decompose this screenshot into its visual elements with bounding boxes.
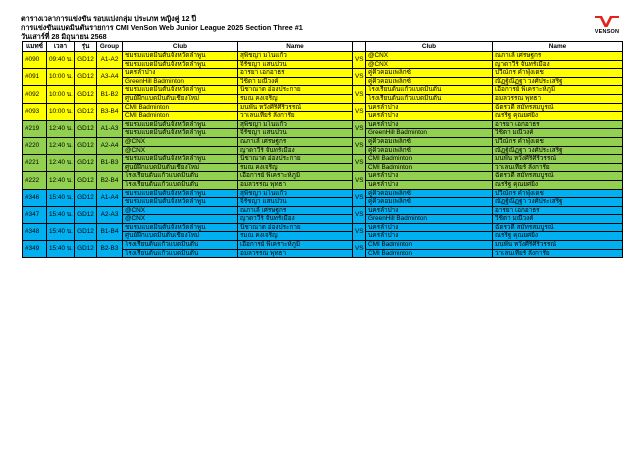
- match-time: 09:40 น.: [47, 52, 75, 69]
- group-label: B1-B4: [97, 223, 123, 240]
- left-club: ชมรมแบดมินตันจังหวัดลำพูน: [123, 189, 238, 198]
- right-player-name: อารยา เอกอาธร: [493, 120, 623, 129]
- right-club: CMI Badminton: [366, 163, 493, 172]
- left-club: @CNX: [123, 215, 238, 224]
- match-number: #221: [23, 155, 47, 172]
- match-time: 12:40 น.: [47, 155, 75, 172]
- match-time: 15:40 น.: [47, 223, 75, 240]
- header-title: ตารางเวลาการแข่งขัน รอบแบ่งกลุ่ม ประเภท หญิงคู่ 12 ปี: [21, 14, 197, 23]
- match-row: [23, 241, 623, 250]
- match-time: 15:40 น.: [47, 206, 75, 223]
- group-label: A1-A4: [97, 189, 123, 206]
- match-row: [23, 137, 623, 146]
- venson-logo-text: VENSON: [594, 29, 620, 35]
- right-club: GreenHill Badminton: [366, 129, 493, 138]
- right-club: นครลำปาง: [366, 180, 493, 189]
- right-club: คู่คิวคอมเพล็กซ์: [366, 198, 493, 207]
- left-club: โรงเรียนต้นแก้วแบดมินตัน: [123, 249, 238, 258]
- col-header-match: แมทซ์: [23, 42, 47, 52]
- left-player-name: นิชาณาต อ่องประกาย: [238, 86, 353, 95]
- group-label: A1-A3: [97, 120, 123, 137]
- match-time: 10:00 น.: [47, 86, 75, 103]
- match-time: 15:40 น.: [47, 241, 75, 258]
- left-player-name: รมณ คงเจริญ: [238, 94, 353, 103]
- match-number: #093: [23, 103, 47, 120]
- age-category: GD12: [75, 241, 97, 258]
- vs-label: VS: [353, 120, 366, 137]
- left-club: GreenHill Badminton: [123, 77, 238, 86]
- col-header-name: Name: [493, 42, 623, 52]
- age-category: GD12: [75, 103, 97, 120]
- right-club: คู่คิวคอมเพล็กซ์: [366, 189, 493, 198]
- vs-label: VS: [353, 223, 366, 240]
- left-club: ชมรมแบดมินตันจังหวัดลำพูน: [123, 52, 238, 61]
- right-player-name: ปวีณ์กร คำฟุ่งเดช: [493, 69, 623, 78]
- right-club: นครลำปาง: [366, 206, 493, 215]
- match-row: [23, 69, 623, 78]
- left-club: ศูนย์ฝึกแบดมินตันเชียงใหม่: [123, 94, 238, 103]
- left-player-name: รมณ คงเจริญ: [238, 163, 353, 172]
- age-category: GD12: [75, 206, 97, 223]
- left-player-name: ณภาเล้ เศรษฐกร: [238, 206, 353, 215]
- vs-label: VS: [353, 189, 366, 206]
- right-player-name: มนพัน หวังศิริศิริวรรณ์: [493, 241, 623, 250]
- left-player-name: นิชาณาต อ่องประกาย: [238, 223, 353, 232]
- left-club: โรงเรียนต้นแก้วแบดมินตัน: [123, 180, 238, 189]
- right-player-name: ญาดาวีร์ จันทร์เมือง: [493, 60, 623, 69]
- left-club: @CNX: [123, 206, 238, 215]
- right-player-name: อารยา เอกอาธร: [493, 206, 623, 215]
- match-number: #348: [23, 223, 47, 240]
- group-label: A2-A4: [97, 137, 123, 154]
- match-number: #346: [23, 189, 47, 206]
- age-category: GD12: [75, 223, 97, 240]
- left-player-name: จิรัชญา แสนปวน: [238, 129, 353, 138]
- left-club: ชมรมแบดมินตันจังหวัดลำพูน: [123, 223, 238, 232]
- col-header-club: Club: [123, 42, 238, 52]
- right-player-name: วิชิตา มณีวงค์: [493, 215, 623, 224]
- left-player-name: รมณ คงเจริญ: [238, 232, 353, 241]
- right-player-name: ณัฏฐ์ณิฏฐา วงศ์ประเสริฐ: [493, 77, 623, 86]
- vs-label: VS: [353, 52, 366, 69]
- match-row: [23, 103, 623, 112]
- left-club: ศูนย์ฝึกแบดมินตันเชียงใหม่: [123, 163, 238, 172]
- match-row: [23, 172, 623, 181]
- left-club: ชมรมแบดมินตันจังหวัดลำพูน: [123, 60, 238, 69]
- match-row: [23, 52, 623, 61]
- left-player-name: ญาดาวีร์ จันทร์เมือง: [238, 146, 353, 155]
- right-club: @CNX: [366, 60, 493, 69]
- match-row: [23, 223, 623, 232]
- right-club: CMI Badminton: [366, 241, 493, 250]
- left-player-name: วาเลนเทียร์ ลังการัย: [238, 112, 353, 121]
- age-category: GD12: [75, 189, 97, 206]
- col-header-club: Club: [366, 42, 493, 52]
- left-player-name: อมลวรรณ พุทธา: [238, 249, 353, 258]
- right-player-name: ณัฏฐ์ณิฏฐา วงศ์ประเสริฐ: [493, 146, 623, 155]
- right-club: นครลำปาง: [366, 120, 493, 129]
- right-club: คู่คิวคอมเพล็กซ์: [366, 146, 493, 155]
- left-player-name: เอื้อการย์ พิเคราะห์ภูมิ: [238, 241, 353, 250]
- left-club: ชมรมแบดมินตันจังหวัดลำพูน: [123, 198, 238, 207]
- left-club: ชมรมแบดมินตันจังหวัดลำพูน: [123, 155, 238, 164]
- left-player-name: สุพิชญา มโนแก้ว: [238, 189, 353, 198]
- right-club: นครลำปาง: [366, 172, 493, 181]
- left-club: @CNX: [123, 146, 238, 155]
- right-player-name: ฉัตรวดี สมัทรสมบูรณ์: [493, 172, 623, 181]
- match-row: [23, 189, 623, 198]
- match-number: #090: [23, 52, 47, 69]
- group-label: A2-A3: [97, 206, 123, 223]
- right-player-name: เอื้อการย์ พิเคราะห์ภูมิ: [493, 86, 623, 95]
- right-club: คู่คิวคอมเพล็กซ์: [366, 137, 493, 146]
- match-time: 10:00 น.: [47, 69, 75, 86]
- header-subtitle: การแข่งขันแบดมินตันรายการ CMI VenSon Web Junior League 2025 Section Three #1: [21, 23, 303, 33]
- right-club: นครลำปาง: [366, 232, 493, 241]
- left-club: โรงเรียนต้นแก้วแบดมินตัน: [123, 241, 238, 250]
- group-label: A3-A4: [97, 69, 123, 86]
- right-player-name: วาเลนเทียร์ ลังการัย: [493, 163, 623, 172]
- right-player-name: ณรริฐ คุณยศยิ่ง: [493, 180, 623, 189]
- right-player-name: ณภาเล้ เศรษฐกร: [493, 52, 623, 61]
- right-player-name: ปวีณ์กร คำฟุ่งเดช: [493, 189, 623, 198]
- group-label: B1-B2: [97, 86, 123, 103]
- right-player-name: ณรริฐ คุณยศยิ่ง: [493, 112, 623, 121]
- left-club: ชมรมแบดมินตันจังหวัดลำพูน: [123, 120, 238, 129]
- col-header-time: เวลา: [47, 42, 75, 52]
- left-player-name: มนพัน หวังศิริศิริวรรณ์: [238, 103, 353, 112]
- col-header-age: รุ่น: [75, 42, 97, 52]
- right-player-name: ณัฏฐ์ณิฏฐา วงศ์ประเสริฐ: [493, 198, 623, 207]
- left-player-name: วิชิตา มณีวงค์: [238, 77, 353, 86]
- right-club: GreenHill Badminton: [366, 215, 493, 224]
- left-player-name: ณภาเล้ เศรษฐกร: [238, 137, 353, 146]
- venson-logo: [590, 14, 624, 35]
- right-club: นครลำปาง: [366, 223, 493, 232]
- group-label: B1-B3: [97, 155, 123, 172]
- right-player-name: ปวีณ์กร คำฟุ่งเดช: [493, 137, 623, 146]
- group-label: B2-B3: [97, 241, 123, 258]
- age-category: GD12: [75, 137, 97, 154]
- left-player-name: อมลวรรณ พุทธา: [238, 180, 353, 189]
- col-header-group: Group: [97, 42, 123, 52]
- right-player-name: อมลวรรณ พุทธา: [493, 94, 623, 103]
- left-club: โรงเรียนต้นแก้วแบดมินตัน: [123, 172, 238, 181]
- left-club: ชมรมแบดมินตันจังหวัดลำพูน: [123, 129, 238, 138]
- match-time: 15:40 น.: [47, 189, 75, 206]
- vs-label: VS: [353, 86, 366, 103]
- document-header: [21, 14, 303, 42]
- col-header-name: Name: [238, 42, 353, 52]
- venson-logo-mark: [595, 14, 619, 28]
- group-label: A1-A2: [97, 52, 123, 69]
- age-category: GD12: [75, 172, 97, 189]
- match-time: 12:40 น.: [47, 120, 75, 137]
- vs-label: VS: [353, 241, 366, 258]
- left-player-name: ญาดาวีร์ จันทร์เมือง: [238, 215, 353, 224]
- match-number: #091: [23, 69, 47, 86]
- age-category: GD12: [75, 69, 97, 86]
- table-header-row: [23, 42, 623, 52]
- right-player-name: มนพัน หวังศิริศิริวรรณ์: [493, 155, 623, 164]
- right-player-name: วาเลนเทียร์ ลังการัย: [493, 249, 623, 258]
- match-number: #347: [23, 206, 47, 223]
- right-club: @CNX: [366, 52, 493, 61]
- match-row: [23, 206, 623, 215]
- left-club: ชมรมแบดมินตันจังหวัดลำพูน: [123, 86, 238, 95]
- right-player-name: ฉัตรวดี สมัทรสมบูรณ์: [493, 103, 623, 112]
- match-number: #092: [23, 86, 47, 103]
- left-player-name: นิชาณาต อ่องประกาย: [238, 155, 353, 164]
- right-club: นครลำปาง: [366, 103, 493, 112]
- match-time: 10:00 น.: [47, 103, 75, 120]
- vs-label: VS: [353, 69, 366, 86]
- age-category: GD12: [75, 120, 97, 137]
- match-number: #222: [23, 172, 47, 189]
- vs-label: VS: [353, 103, 366, 120]
- vs-label: VS: [353, 155, 366, 172]
- match-number: #349: [23, 241, 47, 258]
- right-club: คู่คิวคอมเพล็กซ์: [366, 77, 493, 86]
- right-player-name: วิชิตา มณีวงค์: [493, 129, 623, 138]
- age-category: GD12: [75, 155, 97, 172]
- right-club: CMI Badminton: [366, 155, 493, 164]
- right-club: คู่คิวคอมเพล็กซ์: [366, 69, 493, 78]
- left-player-name: เอื้อการย์ พิเคราะห์ภูมิ: [238, 172, 353, 181]
- vs-label: VS: [353, 206, 366, 223]
- left-player-name: สุพิชญา มโนแก้ว: [238, 120, 353, 129]
- right-club: CMI Badminton: [366, 249, 493, 258]
- match-number: #220: [23, 137, 47, 154]
- header-date: วันเสาร์ที่ 28 มิถุนายน 2568: [21, 32, 107, 42]
- vs-label: VS: [353, 137, 366, 154]
- match-time: 12:40 น.: [47, 172, 75, 189]
- right-player-name: ณรริฐ คุณยศยิ่ง: [493, 232, 623, 241]
- group-label: B2-B4: [97, 172, 123, 189]
- right-club: นครลำปาง: [366, 112, 493, 121]
- age-category: GD12: [75, 52, 97, 69]
- match-number: #219: [23, 120, 47, 137]
- left-club: นครลำปาง: [123, 69, 238, 78]
- left-club: @CNX: [123, 137, 238, 146]
- left-player-name: จิรัชญา แสนปวน: [238, 198, 353, 207]
- right-club: โรงเรียนต้นแก้วแบดมินตัน: [366, 86, 493, 95]
- match-row: [23, 120, 623, 129]
- match-row: [23, 86, 623, 95]
- left-club: CMI Badminton: [123, 112, 238, 121]
- match-row: [23, 155, 623, 164]
- group-label: B3-B4: [97, 103, 123, 120]
- right-player-name: ฉัตรวดี สมัทรสมบูรณ์: [493, 223, 623, 232]
- schedule-table: [22, 41, 623, 258]
- age-category: GD12: [75, 86, 97, 103]
- left-player-name: จิรัชญา แสนปวน: [238, 60, 353, 69]
- left-club: ศูนย์ฝึกแบดมินตันเชียงใหม่: [123, 232, 238, 241]
- vs-label: VS: [353, 172, 366, 189]
- left-player-name: สุพิชญา มโนแก้ว: [238, 52, 353, 61]
- left-club: CMI Badminton: [123, 103, 238, 112]
- match-time: 12:40 น.: [47, 137, 75, 154]
- col-header-vs: [353, 42, 366, 52]
- left-player-name: อารยา เอกอาธร: [238, 69, 353, 78]
- right-club: โรงเรียนต้นแก้วแบดมินตัน: [366, 94, 493, 103]
